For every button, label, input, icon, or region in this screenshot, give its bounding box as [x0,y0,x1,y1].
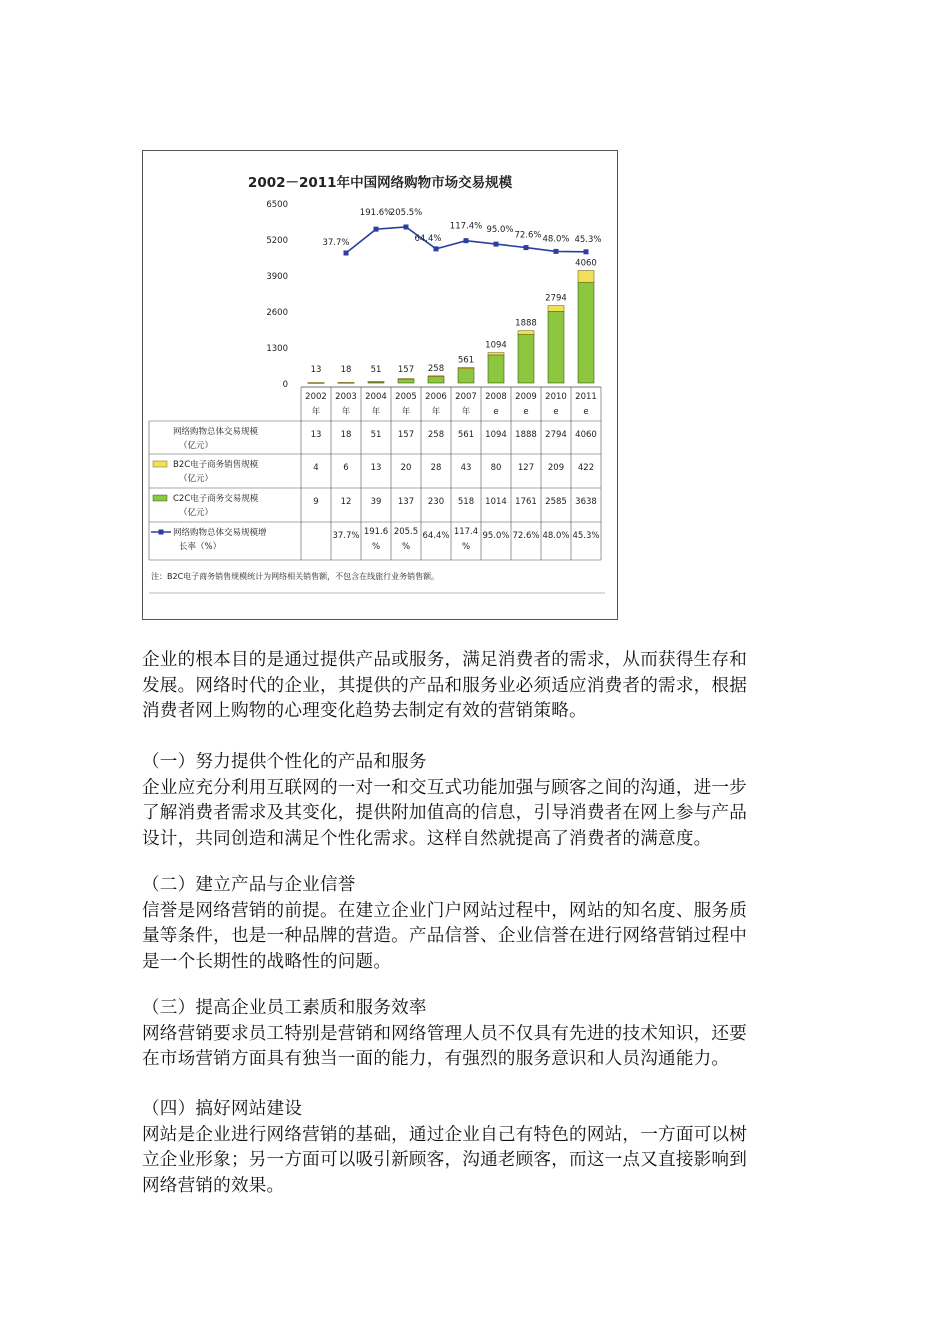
bar-c2c [398,379,414,383]
y-tick-label: 5200 [266,236,288,246]
bar-b2c [308,383,324,384]
table-cell: 72.6% [512,531,540,541]
table-cell: 18 [340,430,352,440]
section-heading: （一）努力提供个性化的产品和服务 [142,752,427,772]
table-cell: 518 [457,497,475,507]
section-line: 网络营销要求员工特别是营销和网络管理人员不仅具有先进的技术知识，还要 [142,1023,747,1044]
x-tick-label: 2009 [515,392,537,402]
table-cell: 20 [400,463,412,473]
x-tick-label: 年 [371,407,381,417]
bar-total-label: 1888 [515,318,537,329]
chart-svg [143,151,617,619]
growth-point [464,238,469,243]
y-tick-label: 6500 [266,200,288,210]
table-cell: 6 [343,463,349,473]
growth-label: 48.0% [542,234,570,245]
table-row-label: （亿元） [179,441,214,451]
x-tick-label: 2004 [365,392,387,402]
bar-total-label: 4060 [575,258,597,269]
table-cell: 13 [310,430,322,440]
bar-total-label: 51 [370,365,382,375]
table-row-label: （亿元） [179,508,214,518]
growth-label: 72.6% [514,230,542,241]
section-heading: （二）建立产品与企业信誉 [142,875,356,895]
bar-b2c [428,376,444,377]
table-cell: 561 [457,430,475,440]
x-tick-label: e [523,407,529,417]
section-line: 了解消费者需求及其变化，提供附加值高的信息，引导消费者在网上参与产品 [142,803,747,823]
table-cell: 4 [313,463,319,473]
table-cell: 43 [460,463,472,473]
legend-swatch-growth-marker [159,530,164,535]
bar-c2c [518,334,534,383]
bar-b2c [398,379,414,380]
x-tick-label: e [583,407,589,417]
x-tick-label: 2011 [575,392,597,402]
bar-total-label: 18 [340,365,352,375]
table-cell: 2794 [545,430,567,440]
table-cell: 422 [577,463,595,473]
bar-c2c [428,377,444,383]
table-cell: 117.4 [453,527,479,537]
intro-line: 消费者网上购物的心理变化趋势去制定有效的营销策略。 [142,701,587,721]
table-cell: 28 [430,463,442,473]
section-heading: （三）提高企业员工素质和服务效率 [142,998,427,1018]
section-3 [142,996,802,1073]
bar-b2c [488,353,504,355]
y-tick-label: 1300 [266,344,288,354]
x-tick-label: 年 [311,407,321,417]
bar-c2c [578,282,594,383]
bar-total-label: 2794 [545,293,567,304]
table-cell: % [401,542,411,552]
intro-line: 企业的根本目的是通过提供产品或服务，满足消费者的需求，从而获得生存和 [142,650,747,670]
table-cell: 48.0% [542,531,570,541]
table-cell: 258 [427,430,445,440]
table-cell: 9 [313,497,319,507]
table-cell: 4060 [575,430,597,440]
table-row-label: 网络购物总体交易规模增 [173,528,267,538]
table-row-label: B2C电子商务销售规模 [173,460,259,470]
y-tick-label: 0 [282,380,288,390]
table-cell: 3638 [575,497,597,507]
table-cell: 39 [370,497,382,507]
bar-c2c [458,369,474,383]
section-line: 量等条件，也是一种品牌的营造。产品信誉、企业信誉在进行网络营销过程中 [142,926,747,946]
section-4 [142,1097,802,1199]
section-line: 信誉是网络营销的前提。在建立企业门户网站过程中，网站的知名度、服务质 [142,900,747,921]
table-cell: 230 [427,497,445,507]
chart-figure [142,150,618,620]
table-cell: 37.7% [332,531,360,541]
table-cell: 51 [370,430,382,440]
x-tick-label: 2003 [335,392,357,402]
growth-point [404,225,409,230]
bar-b2c [518,331,534,335]
bar-total-label: 1094 [485,340,507,351]
table-cell: 127 [517,463,535,473]
table-cell: 64.4% [422,531,450,541]
bar-c2c [548,311,564,383]
table-cell: 1761 [515,497,537,507]
x-tick-label: e [493,407,499,417]
growth-label: 191.6% [359,208,393,219]
x-tick-label: 2007 [455,392,477,402]
table-cell: 205.5 [393,527,419,537]
section-1 [142,750,802,852]
y-tick-label: 3900 [266,272,288,282]
table-cell: 1094 [485,430,507,440]
section-line: 网站是企业进行网络营销的基础，通过企业自己有特色的网站，一方面可以树 [142,1124,747,1145]
bar-b2c [368,382,384,383]
x-tick-label: 年 [461,407,471,417]
section-line: 是一个长期性的战略性的问题。 [142,951,392,972]
x-tick-label: 年 [431,407,441,417]
growth-point [434,246,439,251]
x-tick-label: 年 [341,407,351,417]
chart-title: 2002－2011年中国网络购物市场交易规模 [247,175,513,191]
table-row-label: 长率（%） [179,542,222,552]
bar-b2c [338,383,354,384]
table-cell: 137 [397,497,415,507]
bar-b2c [548,306,564,312]
table-row-label: （亿元） [179,474,214,484]
section-line: 在市场营销方面具有独当一面的能力，有强烈的服务意识和人员沟通能力。 [142,1049,730,1069]
intro-paragraph [142,648,802,725]
growth-point [374,227,379,232]
section-line: 立企业形象；另一方面可以吸引新顾客，沟通老顾客，而这一点又直接影响到 [142,1150,747,1170]
legend-swatch-b2c [153,461,167,467]
growth-label: 37.7% [322,238,350,248]
bar-c2c [488,355,504,383]
growth-label: 205.5% [389,208,423,218]
table-cell: % [461,542,471,552]
growth-label: 64.4% [414,233,442,244]
y-tick-label: 2600 [266,308,288,318]
table-cell: 1014 [485,497,507,507]
table-cell: 191.6 [363,527,389,537]
table-cell: 95.0% [482,531,510,541]
table-cell: 157 [397,430,415,440]
growth-label: 117.4% [449,221,483,232]
table-cell: 2585 [545,497,567,507]
x-tick-label: 2006 [425,392,447,402]
x-tick-label: 2008 [485,392,507,402]
section-line: 网络营销的效果。 [142,1175,285,1196]
table-row-label: C2C电子商务交易规模 [173,494,259,504]
x-tick-label: 2010 [545,392,567,402]
table-cell: 45.3% [572,531,600,541]
growth-point [494,242,499,247]
table-cell: 80 [490,463,502,473]
growth-point [584,249,589,254]
table-cell: 13 [370,463,382,473]
x-tick-label: 2005 [395,392,417,402]
table-cell: 12 [340,497,352,507]
bar-total-label: 13 [310,365,322,375]
bar-b2c [458,367,474,368]
table-cell: 209 [547,463,565,473]
section-line: 设计，共同创造和满足个性化需求。这样自然就提高了消费者的满意度。 [142,828,712,849]
intro-line: 发展。网络时代的企业，其提供的产品和服务业必须适应消费者的需求，根据 [142,675,747,696]
bar-total-label: 258 [427,363,445,374]
chart-footnote: 注：B2C电子商务销售规模统计为网络相关销售额，不包含在线旅行业务销售额。 [151,572,440,581]
table-cell: % [371,542,381,552]
growth-point [554,249,559,254]
table-cell: 1888 [515,430,537,440]
x-tick-label: 年 [401,407,411,417]
bar-total-label: 157 [397,365,415,375]
bar-total-label: 561 [457,355,475,366]
section-heading: （四）搞好网站建设 [142,1099,303,1119]
bar-b2c [578,271,594,283]
x-tick-label: e [553,407,559,417]
growth-point [344,251,349,256]
growth-point [524,245,529,250]
section-2 [142,873,802,975]
growth-label: 45.3% [574,234,602,245]
legend-swatch-c2c [153,495,167,501]
table-row-label: 网络购物总体交易规模 [173,427,259,437]
growth-label: 95.0% [486,225,514,236]
x-tick-label: 2002 [305,392,327,402]
section-line: 企业应充分利用互联网的一对一和交互式功能加强与顾客之间的沟通，进一步 [142,777,747,798]
